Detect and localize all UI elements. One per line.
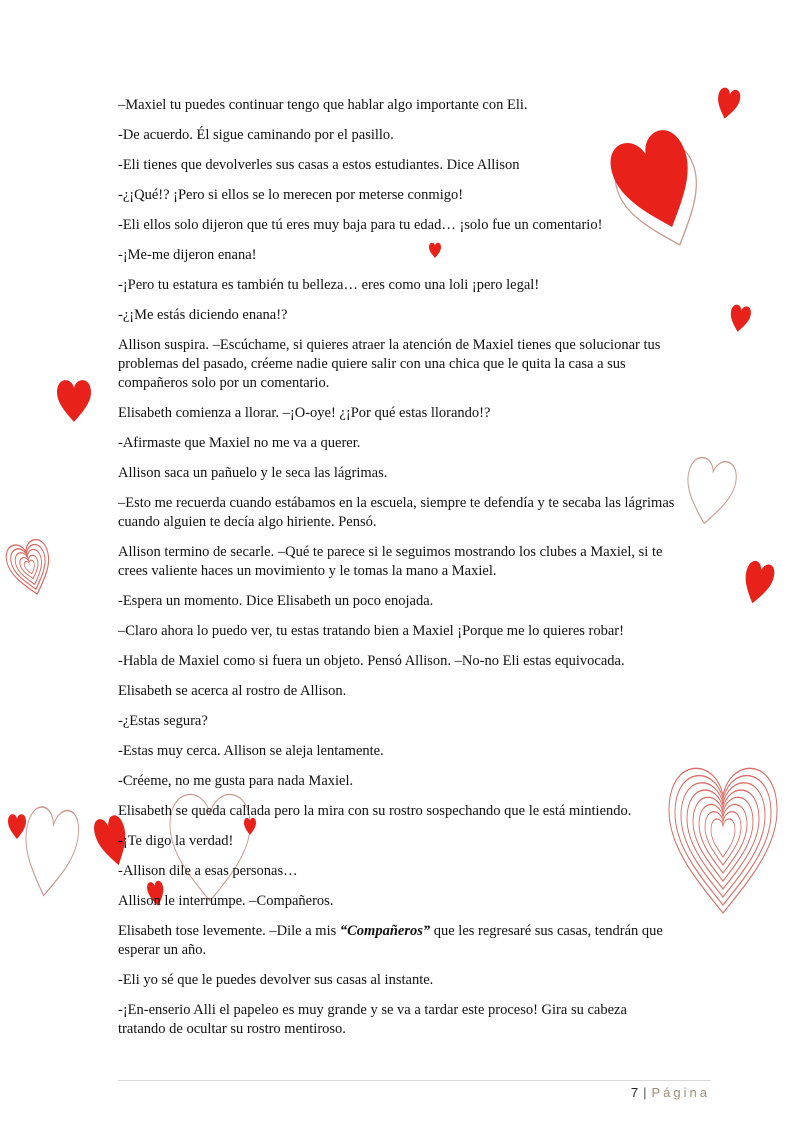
paragraph: -De acuerdo. Él sigue caminando por el pasillo.: [118, 127, 394, 143]
paragraph-text: que les regresaré sus casas, tendrán que esperar un año.: [118, 923, 663, 958]
paragraph: -Créeme, no me gusta para nada Maxiel.: [118, 773, 354, 789]
paragraph: Allison suspira. –Escúchame, si quieres atraer la atención de Maxiel tienes que solucionar tus problemas del pasado, créeme nadie quiere salir con una chica que le quita la casa a sus compañeros solo por un comentario.: [118, 337, 661, 391]
paragraph: –Maxiel tu puedes continuar tengo que hablar algo importante con Eli.: [118, 97, 528, 113]
paragraph: Elisabeth se acerca al rostro de Allison.: [118, 683, 347, 699]
page-footer: [560, 1085, 710, 1100]
story-text: [118, 96, 678, 1050]
paragraph: Allison termino de secarle. –Qué te parece si le seguimos mostrando los clubes a Maxiel, si te crees valiente haces un movimiento y le tomas la mano a Maxiel.: [118, 544, 663, 579]
heart-icon: [728, 304, 752, 334]
heart-icon: [57, 380, 91, 422]
heart-icon: [680, 456, 739, 528]
paragraph: -¡Me-me dijeron enana!: [118, 247, 257, 263]
paragraph: Allison saca un pañuelo y le seca las lágrimas.: [118, 465, 388, 481]
heart-icon: [669, 768, 777, 913]
paragraph: Elisabeth comienza a llorar. –¡O-oye! ¿¡Por qué estas llorando!?: [118, 405, 491, 421]
page-number: 7: [630, 1085, 639, 1100]
paragraph: -Eli tienes que devolverles sus casas a estos estudiantes. Dice Allison: [118, 157, 520, 173]
emphasized-word: “Compañeros”: [339, 923, 431, 939]
paragraph: -¡Pero tu estatura es también tu belleza… eres como una loli ¡pero legal!: [118, 277, 540, 293]
footer-separator: |: [643, 1085, 647, 1100]
paragraph: -Eli ellos solo dijeron que tú eres muy baja para tu edad… ¡solo fue un comentario!: [118, 217, 603, 233]
paragraph: -¿¡Qué!? ¡Pero si ellos se lo merecen por meterse conmigo!: [118, 187, 464, 203]
paragraph: [118, 922, 678, 960]
paragraph: -¡Te digo la verdad!: [118, 833, 234, 849]
heart-icon: [8, 814, 26, 839]
page-label: Página: [651, 1085, 710, 1100]
paragraph: Allison le interrumpe. –Compañeros.: [118, 893, 334, 909]
heart-icon: [18, 805, 82, 899]
paragraph: -¿Estas segura?: [118, 713, 208, 729]
heart-icon: [739, 559, 777, 607]
footer-divider: [118, 1080, 711, 1081]
paragraph: -¿¡Me estás diciendo enana!?: [118, 307, 288, 323]
paragraph: -Estas muy cerca. Allison se aleja lentamente.: [118, 743, 384, 759]
paragraph: -Habla de Maxiel como si fuera un objeto. Pensó Allison. –No-no Eli estas equivocada.: [118, 653, 625, 669]
paragraph: -Espera un momento. Dice Elisabeth un poco enojada.: [118, 593, 434, 609]
paragraph: -Eli yo sé que le puedes devolver sus casas al instante.: [118, 972, 434, 988]
heart-icon: [3, 537, 57, 599]
heart-icon: [714, 87, 742, 121]
paragraph: -¡En-enserio Alli el papeleo es muy grande y se va a tardar este proceso! Gira su cabeza tratando de ocultar su rostro mentiroso.: [118, 1002, 627, 1037]
paragraph-text: Elisabeth tose levemente. –Dile a mis: [118, 923, 340, 939]
paragraph: -Allison dile a esas personas…: [118, 863, 298, 879]
paragraph: Elisabeth se queda callada pero la mira con su rostro sospechando que le está mintiendo.: [118, 803, 632, 819]
paragraph: –Claro ahora lo puedo ver, tu estas tratando bien a Maxiel ¡Porque me lo quieres robar!: [118, 623, 624, 639]
paragraph: -Afirmaste que Maxiel no me va a querer.: [118, 435, 361, 451]
paragraph: –Esto me recuerda cuando estábamos en la escuela, siempre te defendía y te secaba las lágrimas cuando alguien te decía algo hiriente. Pensó.: [118, 495, 675, 530]
